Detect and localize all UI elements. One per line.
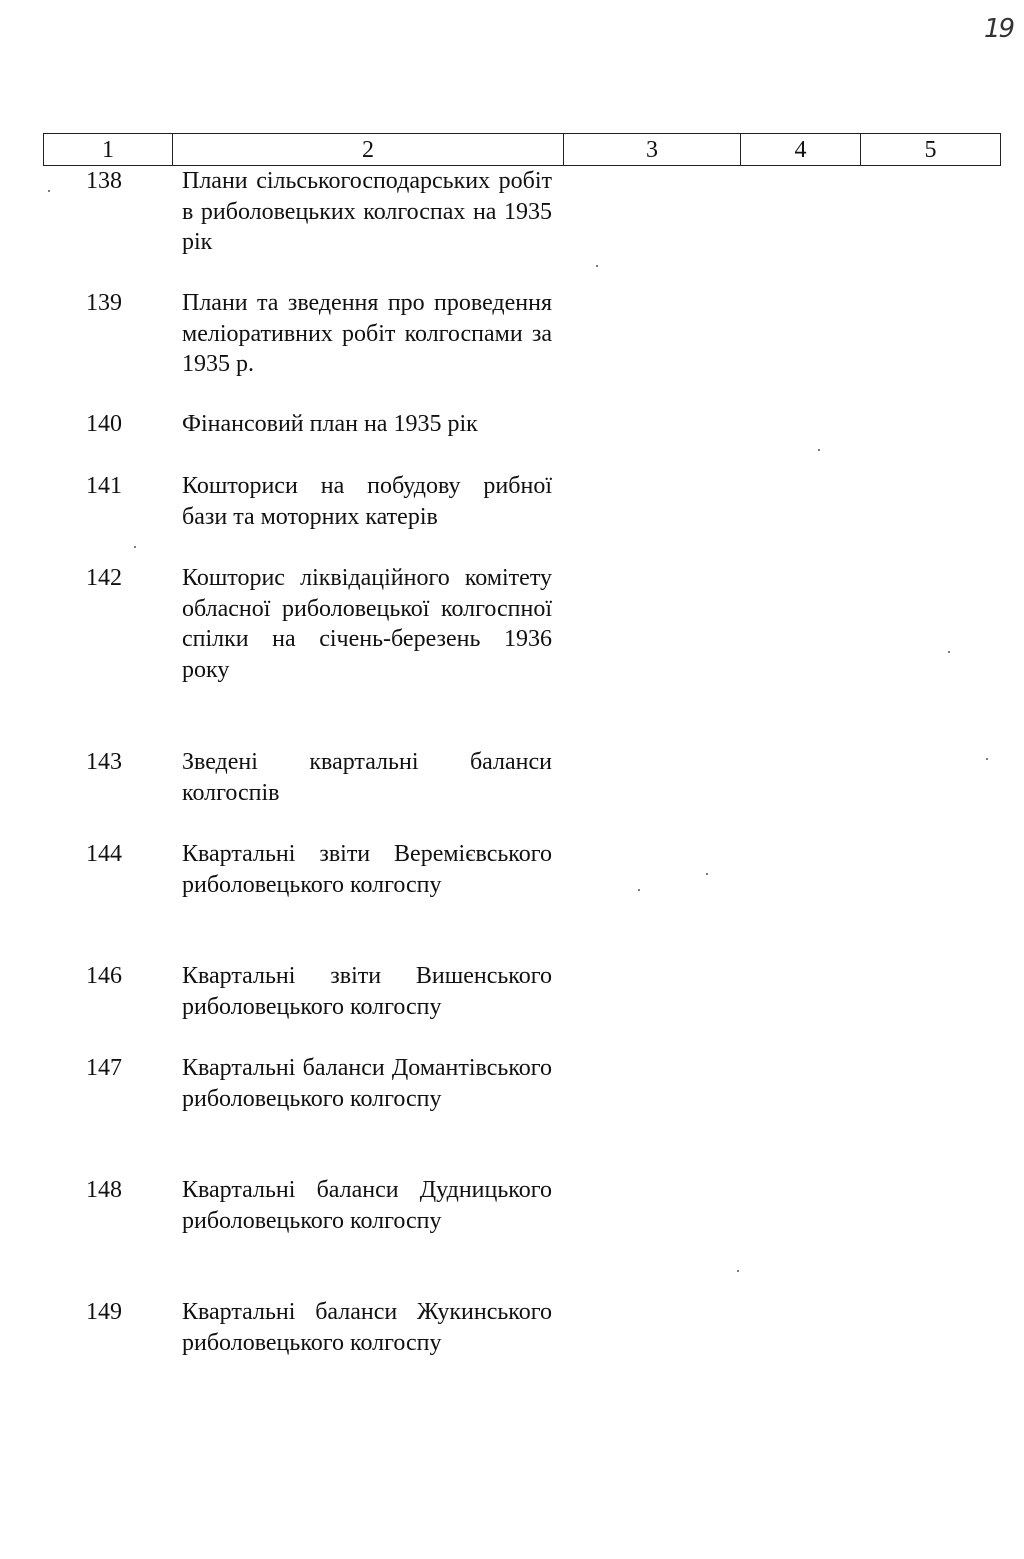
entry-number: 149 <box>86 1299 122 1325</box>
column-header-4: 4 <box>741 134 861 165</box>
scan-speck <box>596 265 598 267</box>
scan-speck <box>134 546 136 548</box>
entry-title: Квартальні звіти Вишенського риболовецького колгоспу <box>182 963 552 1020</box>
scan-speck <box>986 758 988 760</box>
scan-speck <box>638 889 640 891</box>
scan-speck <box>706 873 708 875</box>
entry-number: 148 <box>86 1177 122 1203</box>
entry-number: 142 <box>86 565 122 591</box>
scan-speck <box>737 1270 739 1272</box>
entry-number: 146 <box>86 963 122 989</box>
entry-number: 141 <box>86 473 122 499</box>
scan-speck <box>48 190 50 192</box>
entry-title: Зведені квартальні баланси колгоспів <box>182 749 552 806</box>
column-header-5: 5 <box>924 137 937 163</box>
entry-number: 143 <box>86 749 122 775</box>
column-header-table <box>43 133 1001 166</box>
entry-title: Квартальні баланси Дудницького риболовецького колгоспу <box>182 1177 552 1234</box>
entry-number: 139 <box>86 290 122 316</box>
column-header-3: 3 <box>564 134 741 165</box>
entry-number: 144 <box>86 841 122 867</box>
entry-number: 147 <box>86 1055 122 1081</box>
column-header-2: 2 <box>173 134 564 165</box>
entry-number: 138 <box>86 168 122 194</box>
entry-title: Плани сільськогосподарських робіт в риболовецьких колгоспах на 1935 рік <box>182 168 552 255</box>
entry-title: Квартальні баланси Жукинського риболовецького колгоспу <box>182 1299 552 1356</box>
entry-title: Квартальні баланси Домантівського риболовецького колгоспу <box>182 1055 552 1112</box>
column-header-1: 1 <box>44 134 173 165</box>
scan-speck <box>948 651 950 653</box>
entry-title: Кошториси на побудову рибної бази та моторних катерів <box>182 473 552 530</box>
entry-title: Кошторис ліквідаційного комітету обласної риболовецької колгоспної спілки на січень-березень 1936 року <box>182 565 552 683</box>
entry-title: Квартальні звіти Веремієвського риболовецького колгоспу <box>182 841 552 898</box>
entry-title: Фінансовий план на 1935 рік <box>182 411 478 437</box>
page-number: 19 <box>984 14 1014 44</box>
entry-title: Плани та зведення про проведення меліоративних робіт колгоспами за 1935 р. <box>182 290 552 377</box>
entry-number: 140 <box>86 411 122 437</box>
scan-speck <box>818 449 820 451</box>
